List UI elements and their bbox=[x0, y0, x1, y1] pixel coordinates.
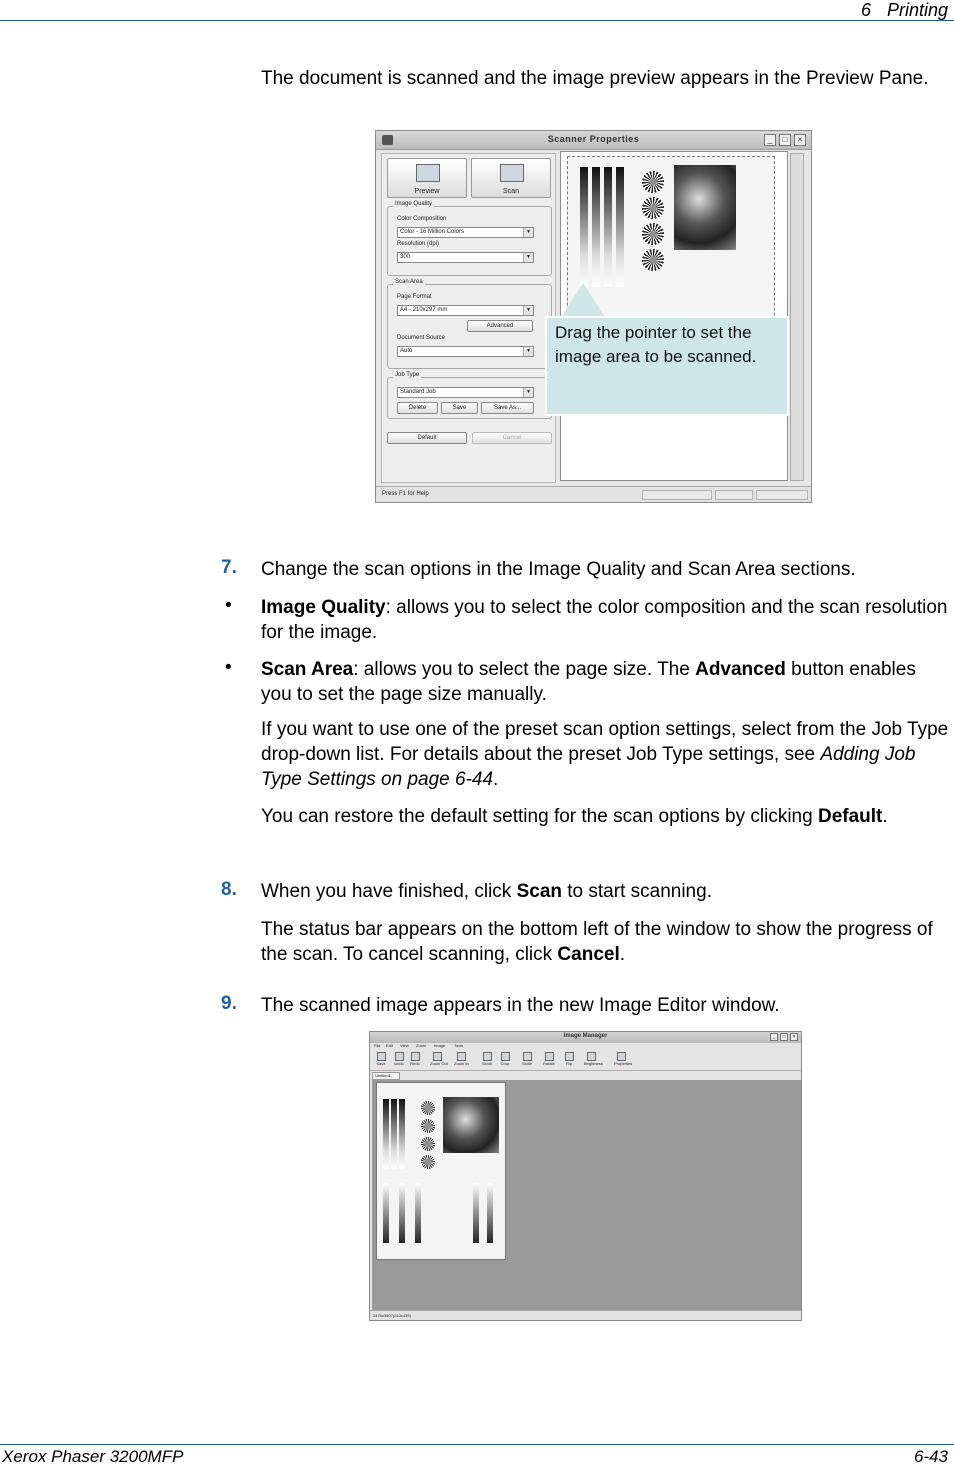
close-icon[interactable]: × bbox=[790, 1033, 798, 1041]
document-source-label: Document Source bbox=[397, 335, 446, 341]
zoom-out-icon bbox=[433, 1052, 442, 1061]
grayscale-chart bbox=[415, 1183, 421, 1243]
sample-photo bbox=[443, 1097, 499, 1153]
advanced-button[interactable]: Advanced bbox=[467, 320, 533, 332]
paragraph-term: Cancel bbox=[557, 944, 620, 965]
resolution-dial bbox=[421, 1155, 435, 1169]
scan-button[interactable] bbox=[471, 158, 551, 198]
job-type-paragraph bbox=[261, 717, 951, 792]
grayscale-chart bbox=[592, 167, 600, 287]
paragraph-text: When you have finished, click bbox=[261, 881, 517, 902]
cancel-button[interactable]: Cancel bbox=[472, 432, 552, 444]
paragraph-text: You can restore the default setting for the scan options by clicking bbox=[261, 806, 818, 827]
flip-icon bbox=[565, 1052, 574, 1061]
redo-icon bbox=[411, 1052, 420, 1061]
brightness-tool[interactable] bbox=[584, 1052, 603, 1066]
bullet-text: : allows you to select the color composition and the scan resolution for the image. bbox=[261, 597, 948, 643]
scale-tool[interactable] bbox=[520, 1052, 534, 1066]
color-composition-select[interactable] bbox=[397, 227, 534, 238]
paragraph-term: Default bbox=[817, 806, 883, 827]
image-quality-group bbox=[387, 201, 552, 276]
scan-button-label: Scan bbox=[503, 188, 519, 195]
status-cell bbox=[642, 490, 712, 500]
paragraph-text: . bbox=[882, 806, 888, 827]
settings-panel bbox=[381, 153, 556, 483]
footer-page-number: 6-43 bbox=[913, 1447, 948, 1466]
toolbar bbox=[370, 1051, 801, 1071]
page-format-select[interactable] bbox=[397, 305, 534, 316]
color-composition-label: Color Composition bbox=[397, 216, 447, 222]
undo-tool[interactable] bbox=[392, 1052, 406, 1066]
tool-label: Flip bbox=[565, 1061, 573, 1066]
paragraph-text: to start scanning. bbox=[562, 881, 712, 902]
minimize-icon[interactable]: _ bbox=[764, 134, 776, 146]
status-bar bbox=[370, 1310, 801, 1320]
window-titlebar bbox=[376, 131, 811, 150]
bullet-mark: • bbox=[225, 657, 232, 678]
footer-product: Xerox Phaser 3200MFP bbox=[2, 1447, 184, 1466]
scale-icon bbox=[523, 1052, 532, 1061]
image-manager-screenshot bbox=[369, 1031, 802, 1321]
document-source-value: Auto bbox=[400, 348, 413, 354]
page-format-label: Page Format bbox=[397, 294, 432, 300]
vertical-scrollbar[interactable] bbox=[790, 153, 804, 481]
scan-area-label: Scan Area bbox=[395, 279, 423, 285]
save-icon bbox=[377, 1052, 386, 1061]
grayscale-chart bbox=[487, 1183, 493, 1243]
tool-label: Zoom Out bbox=[430, 1061, 448, 1066]
zoom-in-icon bbox=[457, 1052, 466, 1061]
menu-view[interactable]: View bbox=[400, 1043, 409, 1048]
step-7-text: Change the scan options in the Image Quality and Scan Area sections. bbox=[261, 559, 856, 580]
status-cell bbox=[715, 490, 753, 500]
bullet-term: Image Quality bbox=[261, 597, 386, 618]
grayscale-chart bbox=[383, 1099, 389, 1169]
menu-image[interactable]: Image bbox=[434, 1043, 446, 1048]
resolution-label: Resolution (dpi) bbox=[397, 241, 440, 247]
step-8-text bbox=[261, 879, 951, 904]
grayscale-chart bbox=[383, 1183, 389, 1243]
redo-tool[interactable] bbox=[408, 1052, 422, 1066]
undo-icon bbox=[395, 1052, 404, 1061]
grayscale-chart bbox=[391, 1099, 397, 1169]
paragraph-text: . bbox=[493, 769, 499, 790]
zoom-in-tool[interactable] bbox=[454, 1052, 468, 1066]
menu-tools[interactable]: Tools bbox=[454, 1043, 464, 1048]
close-icon[interactable]: × bbox=[794, 134, 806, 146]
rotate-icon bbox=[545, 1052, 554, 1061]
flip-tool[interactable] bbox=[562, 1052, 576, 1066]
scroll-tool[interactable] bbox=[480, 1052, 494, 1066]
resolution-value: 300 bbox=[400, 254, 411, 260]
paragraph-text: The status bar appears on the bottom left of the window to show the progress of the scan. To cancel scanning, click bbox=[261, 919, 933, 965]
grayscale-chart bbox=[399, 1099, 405, 1169]
step-number: 8. bbox=[221, 879, 237, 900]
grayscale-chart bbox=[399, 1183, 405, 1243]
grayscale-chart bbox=[473, 1183, 479, 1243]
save-tool[interactable] bbox=[374, 1052, 388, 1066]
properties-tool[interactable] bbox=[614, 1052, 633, 1066]
resolution-select[interactable] bbox=[397, 252, 534, 263]
callout-text: Drag the pointer to set the image area to be scanned. bbox=[555, 323, 757, 366]
document-source-select[interactable] bbox=[397, 346, 534, 357]
resolution-dial bbox=[421, 1137, 435, 1151]
tool-label: Redo bbox=[410, 1061, 420, 1066]
tool-label: Save bbox=[376, 1061, 386, 1066]
status-text: Press F1 for Help bbox=[382, 491, 429, 497]
color-composition-value: Color - 16 Million Colors bbox=[400, 229, 465, 235]
grayscale-chart bbox=[604, 167, 612, 287]
bullet-term: Scan Area bbox=[261, 659, 354, 680]
chevron-down-icon: ▼ bbox=[523, 228, 533, 237]
window-title: Scanner Properties bbox=[547, 134, 640, 144]
tool-label: Zoom In bbox=[454, 1061, 469, 1066]
properties-icon bbox=[617, 1052, 626, 1061]
step-9-text: The scanned image appears in the new Image Editor window. bbox=[261, 995, 780, 1016]
resolution-dial bbox=[642, 223, 664, 245]
tool-label: Scale bbox=[521, 1061, 532, 1066]
status-bar bbox=[376, 486, 811, 502]
scan-area-group bbox=[387, 279, 552, 369]
callout-pointer bbox=[561, 283, 605, 317]
resolution-dial bbox=[421, 1101, 435, 1115]
rotate-tool[interactable] bbox=[542, 1052, 556, 1066]
image-quality-label: Image Quality bbox=[395, 201, 433, 207]
maximize-icon[interactable]: □ bbox=[780, 1033, 788, 1041]
status-cell bbox=[756, 490, 808, 500]
tool-label: Brightness bbox=[584, 1061, 603, 1066]
job-type-value: Standard Job bbox=[400, 389, 436, 395]
tool-label: Properties bbox=[614, 1061, 633, 1066]
resolution-dial bbox=[642, 197, 664, 219]
cross-reference-link[interactable]: Adding Job Type Settings on page 6-44 bbox=[261, 744, 916, 790]
chapter-title: Printing bbox=[886, 0, 948, 20]
preview-icon bbox=[416, 164, 440, 182]
default-paragraph bbox=[261, 804, 951, 829]
paragraph-text: If you want to use one of the preset scan option settings, select from the Job Type drop-down list. For details about the preset Job Type settings, see bbox=[261, 719, 949, 765]
zoom-out-tool[interactable] bbox=[430, 1052, 448, 1066]
job-type-group bbox=[387, 372, 552, 419]
menu-file[interactable]: File bbox=[374, 1043, 381, 1048]
save-as-button[interactable]: Save As... bbox=[481, 402, 534, 414]
preview-button[interactable] bbox=[387, 158, 467, 198]
scanner-icon bbox=[500, 164, 524, 182]
resolution-dial bbox=[642, 171, 664, 193]
grayscale-chart bbox=[580, 167, 588, 287]
scan-area-bullet bbox=[261, 657, 951, 707]
job-type-select[interactable] bbox=[397, 387, 534, 398]
document-tab[interactable]: Untitled1 bbox=[372, 1072, 400, 1080]
brightness-icon bbox=[587, 1052, 596, 1061]
image-quality-bullet bbox=[261, 595, 951, 645]
crop-tool[interactable] bbox=[498, 1052, 512, 1066]
image-dimensions: 2476x3507(210x439) bbox=[373, 1313, 411, 1318]
minimize-icon[interactable]: _ bbox=[770, 1033, 778, 1041]
tool-label: Undo bbox=[394, 1061, 404, 1066]
header-rule bbox=[0, 20, 954, 21]
preview-button-label: Preview bbox=[414, 188, 440, 195]
intro-paragraph: The document is scanned and the image preview appears in the Preview Pane. bbox=[261, 68, 929, 89]
footer-rule bbox=[0, 1444, 954, 1445]
maximize-icon[interactable]: □ bbox=[779, 134, 791, 146]
bullet-mark: • bbox=[225, 595, 232, 616]
crop-icon bbox=[501, 1052, 510, 1061]
resolution-dial bbox=[642, 249, 664, 271]
chevron-down-icon: ▼ bbox=[523, 347, 533, 356]
tool-label: Crop bbox=[500, 1061, 510, 1066]
scroll-icon bbox=[483, 1052, 492, 1061]
window-titlebar bbox=[370, 1032, 801, 1043]
step-number: 7. bbox=[221, 557, 237, 578]
bullet-term-advanced: Advanced bbox=[695, 659, 786, 680]
tool-label: Scroll bbox=[481, 1061, 492, 1066]
menu-bar bbox=[370, 1043, 801, 1051]
step-number: 9. bbox=[221, 993, 237, 1014]
sample-photo bbox=[674, 165, 736, 250]
menu-edit[interactable]: Edit bbox=[386, 1043, 393, 1048]
scanned-image bbox=[376, 1082, 506, 1260]
paragraph-text: . bbox=[619, 944, 626, 965]
delete-button[interactable]: Delete bbox=[397, 402, 438, 414]
paragraph-term: Scan bbox=[516, 881, 562, 902]
bullet-text: button enables you to set the page size manually. bbox=[261, 659, 916, 705]
save-button[interactable]: Save bbox=[441, 402, 478, 414]
status-paragraph bbox=[261, 917, 951, 967]
chevron-down-icon: ▼ bbox=[523, 388, 533, 397]
window-title: Image Manager bbox=[563, 1033, 608, 1039]
running-header bbox=[861, 0, 948, 21]
resolution-dial bbox=[421, 1119, 435, 1133]
menu-zoom[interactable]: Zoom bbox=[416, 1043, 427, 1048]
bullet-text: : allows you to select the page size. The bbox=[353, 659, 696, 680]
default-button[interactable]: Default bbox=[387, 432, 467, 444]
page-format-value: A4 - 210x297 mm bbox=[400, 307, 448, 313]
image-canvas[interactable] bbox=[372, 1080, 801, 1310]
tool-label: Rotate bbox=[543, 1061, 555, 1066]
chevron-down-icon: ▼ bbox=[523, 306, 533, 315]
chapter-number: 6 bbox=[860, 0, 871, 20]
grayscale-chart bbox=[616, 167, 624, 287]
job-type-label: Job Type bbox=[395, 372, 420, 378]
chevron-down-icon: ▼ bbox=[523, 253, 533, 262]
